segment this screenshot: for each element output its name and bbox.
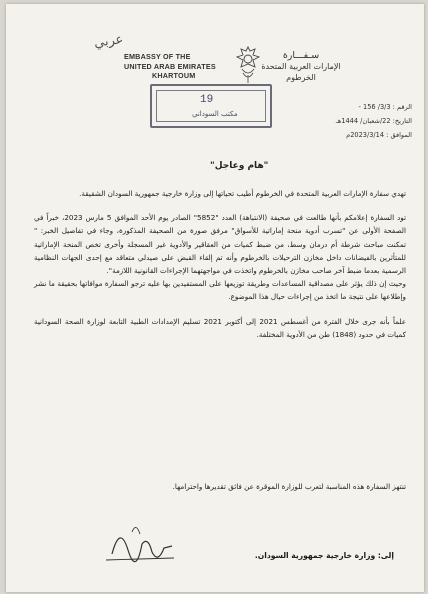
closing-line: تنتهز السفارة هذه المناسبة لتعرب للوزارة الموقرة عن فائق تقديرها واحترامها. [172, 482, 406, 491]
embassy-ar-line: الخرطوم [286, 73, 316, 82]
body-paragraph: وحيث إن ذلك يؤثر على مصداقية المساعدات وطريقة توزيعها على المستفيدين بها عليه ترجو السفارة موافاتها بحقيقة ما نشر وإطلاعها على نتيجة ما اتخذ من إجراءات حيال هذا الموضوع. [34, 279, 406, 302]
date-gregorian: الموافق : 2023/3/14م [346, 131, 412, 139]
handwritten-note: عربي [93, 32, 125, 51]
paragraph-gap [34, 304, 406, 315]
letter-page [6, 4, 424, 592]
embassy-en-line: EMBASSY OF THE [124, 52, 191, 61]
urgency-heading: "هام وعاجل" [210, 161, 269, 171]
embassy-name-arabic [258, 50, 344, 83]
embassy-en-line: UNITED ARAB EMIRATES [124, 61, 216, 71]
received-stamp [150, 84, 272, 128]
date-hijri: التاريخ: 22/شعبان/ 1444هـ [335, 117, 412, 125]
intro-paragraph: تهدي سفارة الإمارات العربية المتحدة في الخرطوم أطيب تحياتها إلى وزارة خارجية جمهورية السودان الشقيقة. [79, 189, 406, 198]
embassy-ar-line: سـفـــارة [282, 50, 320, 61]
addressee-line: إلى: وزارة خارجية جمهورية السودان. [254, 551, 394, 560]
embassy-name-english [124, 52, 244, 81]
stamp-number: 19 [200, 94, 214, 106]
letter-body [34, 187, 406, 341]
reference-block [304, 100, 412, 142]
embassy-en-line: KHARTOUM [152, 71, 196, 80]
reference-number: الرقم : 3/3/ 156 - [358, 103, 412, 111]
body-paragraph: تود السفارة إعلامكم بأنها طالعت في صحيفة (الانتباهة) العدد "5852" الصادر يوم الأحد الموافق 5 مارس 2023، خبراً في الصفحة الأولى عن "تسرب أدوية منحة إماراتية للأسواق" مرفق صورة من الصحيفة المذكورة، وجاء في تفاصيل الخبر: " تمكنت مباحث شرطة أم درمان وسط، من ضبط كميات من العقاقير والأدوية غير المسجلة وأخرى تخص المنحة الإماراتية للمتأثرين بالفيضانات داخل مخازن الترحيلات بالخرطوم وأنه تم إلقاء القبض على صيدلي متعاقد مع إحدى الجهات النظامية الرسمية بعدما ضبط آخر صاحب مخازن بالخرطوم واتخذت في مواجهتهما الإجراءات القانونية اللازمة". [34, 213, 407, 276]
body-paragraph: علماً بأنه جرى خلال الفترة من أغسطس 2021 إلى أكتوبر 2021 تسليم الإمدادات الطبية التابعة لوزارة الصحة السودانية كميات في حدود (1848) طن من الأدوية المختلفة. [34, 316, 406, 339]
embassy-ar-line: الإمارات العربية المتحدة [261, 62, 341, 71]
stamp-office: مكتب السوداني [192, 110, 238, 118]
signature-icon [102, 514, 182, 574]
